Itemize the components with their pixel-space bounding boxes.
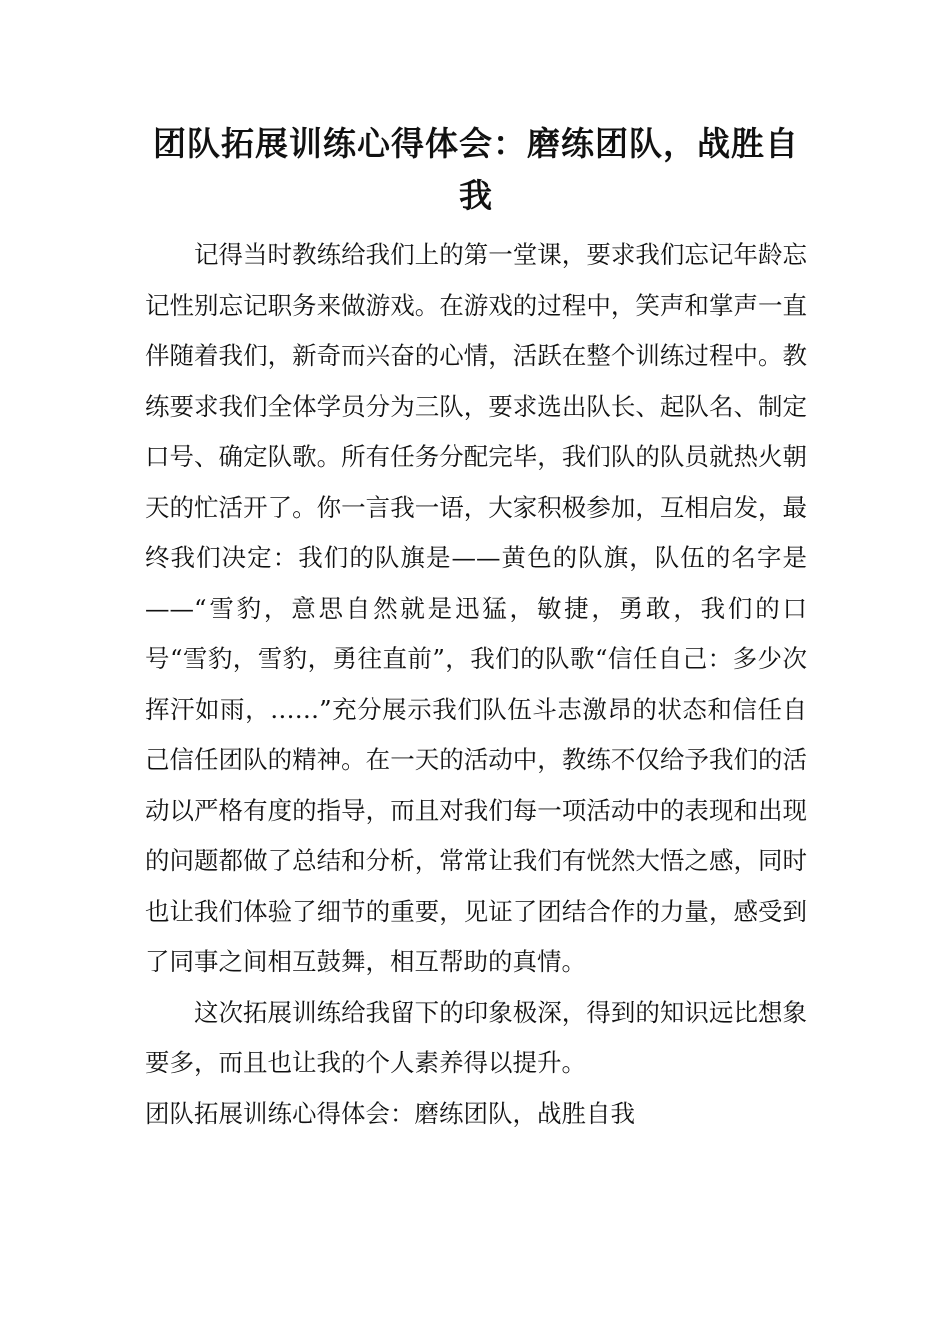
footer-title-line: 团队拓展训练心得体会：磨练团队，战胜自我 xyxy=(145,1098,635,1128)
body-paragraph-2: 这次拓展训练给我留下的印象极深，得到的知识远比想象要多，而且也让我的个人素养得以提升。 xyxy=(145,997,807,1077)
document-title: 团队拓展训练心得体会：磨练团队，战胜自我 xyxy=(153,124,799,215)
document-page xyxy=(145,118,807,1139)
body-paragraph-1: 记得当时教练给我们上的第一堂课，要求我们忘记年龄忘记性别忘记职务来做游戏。在游戏的过程中，笑声和掌声一直伴随着我们，新奇而兴奋的心情，活跃在整个训练过程中。教练要求我们全体学员分为三队，要求选出队长、起队名、制定口号、确定队歌。所有任务分配完毕，我们队的队员就热火朝天的忙活开了。你一言我一语，大家积极参加，互相启发，最终我们决定：我们的队旗是——黄色的队旗，队伍的名字是——“雪豹，意思自然就是迅猛，敏捷，勇敢，我们的口号“雪豹，雪豹，勇往直前”，我们的队歌“信任自己：多少次挥汗如雨，……”充分展示我们队伍斗志激昂的状态和信任自己信任团队的精神。在一天的活动中，教练不仅给予我们的活动以严格有度的指导，而且对我们每一项活动中的表现和出现的问题都做了总结和分析，常常让我们有恍然大悟之感，同时也让我们体验了细节的重要，见证了团结合作的力量，感受到了同事之间相互鼓舞，相互帮助的真情。 xyxy=(145,240,807,976)
